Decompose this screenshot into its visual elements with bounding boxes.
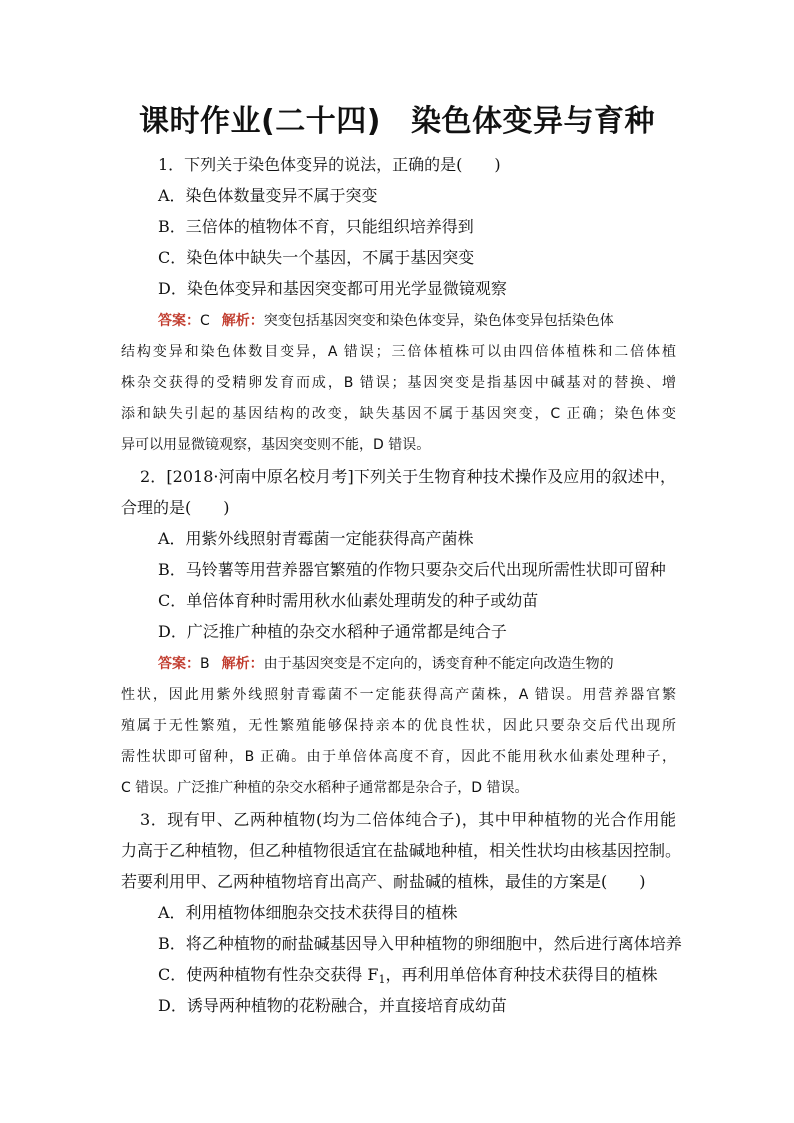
q1-analysis-line1: 突变包括基因突变和染色体变异，染色体变异包括染色体 xyxy=(263,313,614,329)
q1-option-b: B．三倍体的植物体不育，只能组织培养得到 xyxy=(158,217,474,236)
q2-analysis-label: 解析： xyxy=(221,656,264,672)
q1-analysis-label: 解析： xyxy=(221,313,264,329)
q2-option-d: D．广泛推广种植的杂交水稻种子通常都是纯合子 xyxy=(158,622,507,641)
q2-answer-value: B xyxy=(200,656,210,672)
q1-answer xyxy=(158,311,614,331)
q3-stem-line1: 3．现有甲、乙两种植物(均为二倍体纯合子)，其中甲种植物的光合作用能 xyxy=(140,810,676,829)
q2-answer-label: 答案： xyxy=(158,656,200,672)
q1-analysis-line3: 株杂交获得的受精卵发育而成，B 错误；基因突变是指基因中碱基对的替换、增 xyxy=(121,375,676,391)
q1-answer-value: C xyxy=(200,313,210,329)
q3-stem-line3: 若要利用甲、乙两种植物培育出高产、耐盐碱的植株，最佳的方案是( ) xyxy=(121,872,646,891)
q3-option-c-pre: C．使两种植物有性杂交获得 F xyxy=(158,965,379,984)
q2-analysis-line1: 由于基因突变是不定向的，诱变育种不能定向改造生物的 xyxy=(263,656,614,672)
q1-analysis-line5: 异可以用显微镜观察，基因突变则不能，D 错误。 xyxy=(121,437,431,453)
q3-option-b: B．将乙种植物的耐盐碱基因导入甲种植物的卵细胞中，然后进行离体培养 xyxy=(158,934,682,953)
q2-analysis-line4: 需性状即可留种，B 正确。由于单倍体高度不育，因此不能用秋水仙素处理种子， xyxy=(121,749,676,765)
q1-option-d: D．染色体变异和基因突变都可用光学显微镜观察 xyxy=(158,279,507,298)
q2-option-a: A．用紫外线照射青霉菌一定能获得高产菌株 xyxy=(158,529,474,548)
q2-option-b: B．马铃薯等用营养器官繁殖的作物只要杂交后代出现所需性状即可留种 xyxy=(158,560,666,579)
q1-stem: 1．下列关于染色体变异的说法，正确的是( ) xyxy=(158,155,501,174)
q3-option-d: D．诱导两种植物的花粉融合，并直接培育成幼苗 xyxy=(158,996,507,1015)
q1-analysis-line4: 添和缺失引起的基因结构的改变，缺失基因不属于基因突变，C 正确；染色体变 xyxy=(121,406,676,422)
q3-option-c-subscript: 1 xyxy=(378,973,386,986)
q2-stem-line2: 合理的是( ) xyxy=(121,498,230,517)
q3-option-c xyxy=(158,965,657,985)
title-main: 课时作业(二十四) xyxy=(139,104,381,139)
q2-analysis-line5: C 错误。广泛推广种植的杂交水稻种子通常都是杂合子，D 错误。 xyxy=(121,780,529,796)
page-title xyxy=(0,96,794,140)
q2-analysis-line2: 性状，因此用紫外线照射青霉菌不一定能获得高产菌株，A 错误。用营养器官繁 xyxy=(121,687,676,703)
q3-option-c-post: ，再利用单倍体育种技术获得目的植株 xyxy=(385,965,658,984)
q2-stem-line1: 2．[2018·河南中原名校月考]下列关于生物育种技术操作及应用的叙述中， xyxy=(140,467,676,486)
q2-option-c: C．单倍体育种时需用秋水仙素处理萌发的种子或幼苗 xyxy=(158,591,539,610)
q3-stem-line2: 力高于乙种植物，但乙种植物很适宜在盐碱地种植，相关性状均由核基因控制。 xyxy=(121,841,682,860)
q1-option-a: A．染色体数量变异不属于突变 xyxy=(158,186,378,205)
q1-option-c: C．染色体中缺失一个基因，不属于基因突变 xyxy=(158,248,475,267)
q3-option-a: A．利用植物体细胞杂交技术获得目的植株 xyxy=(158,903,458,922)
q1-answer-label: 答案： xyxy=(158,313,200,329)
title-sub: 染色体变异与育种 xyxy=(410,104,655,139)
q2-answer xyxy=(158,654,614,674)
q1-analysis-line2: 结构变异和染色体数目变异，A 错误；三倍体植株可以由四倍体植株和二倍体植 xyxy=(121,344,676,360)
q2-analysis-line3: 殖属于无性繁殖，无性繁殖能够保持亲本的优良性状，因此只要杂交后代出现所 xyxy=(121,718,676,734)
